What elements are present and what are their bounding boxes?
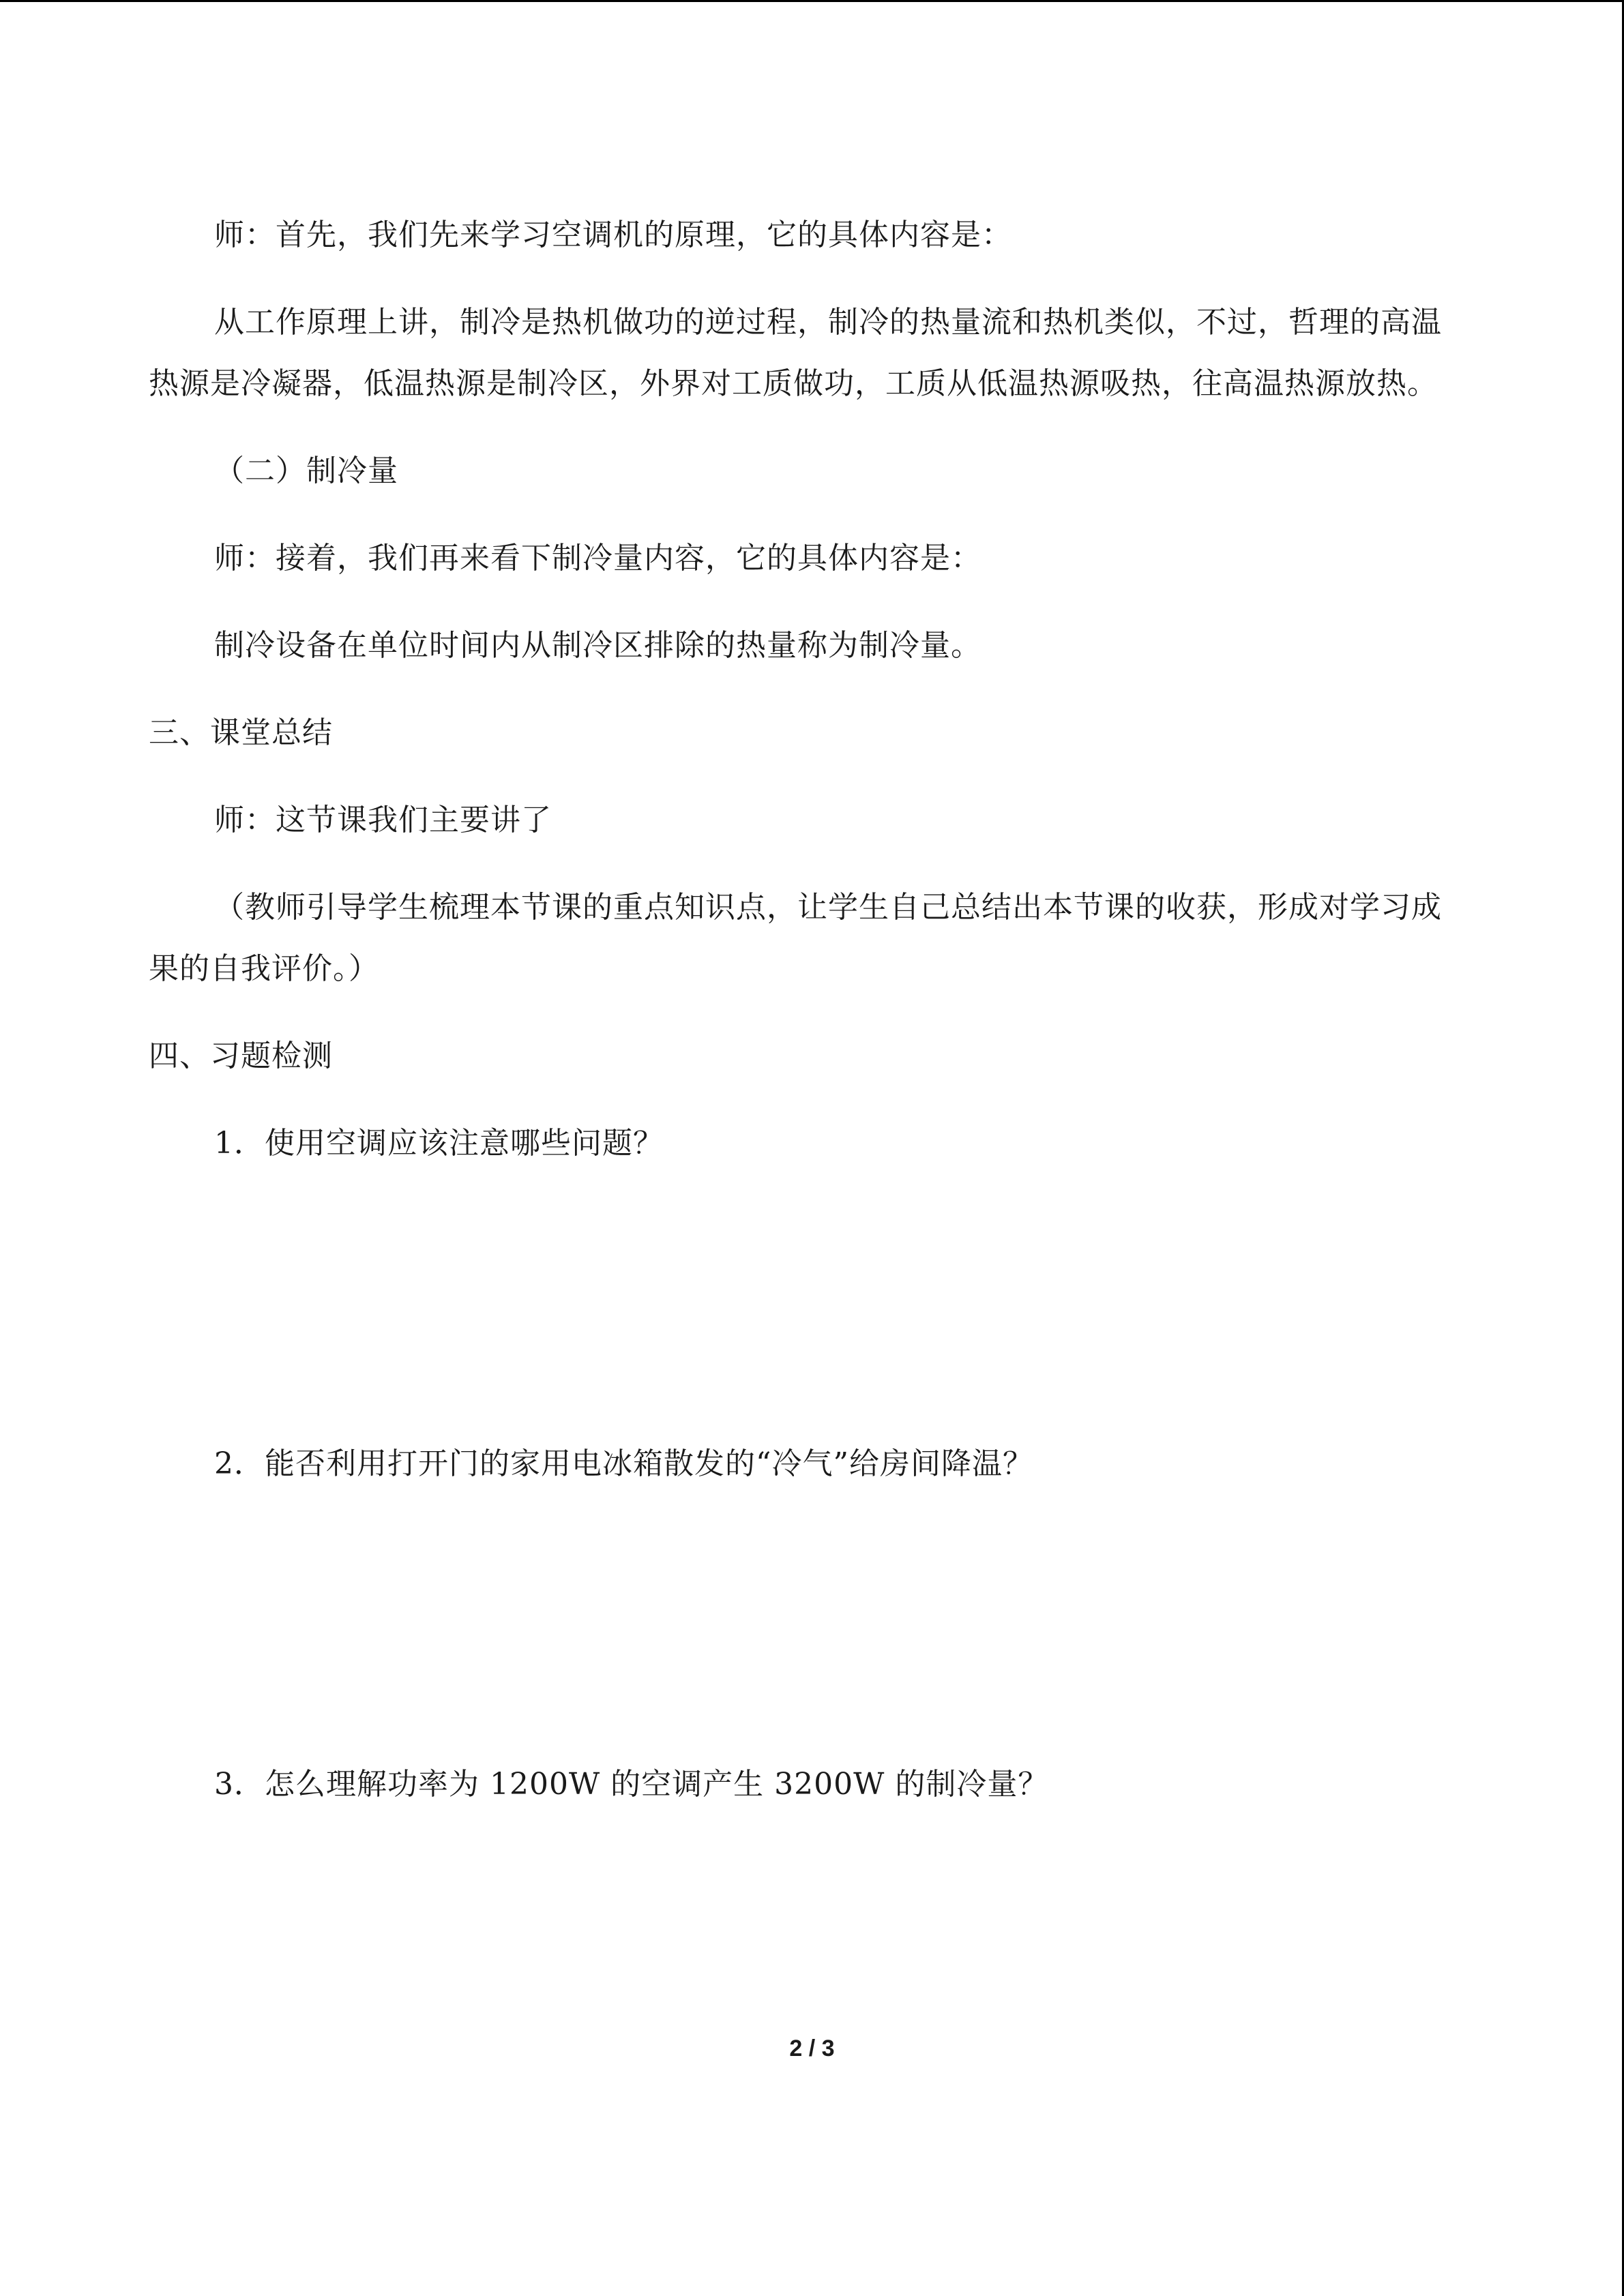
question-3: 3．怎么理解功率为 1200W 的空调产生 3200W 的制冷量？ [214, 1767, 1049, 1802]
document-body [149, 205, 1458, 1815]
page-number: 2 / 3 [789, 2036, 835, 2061]
question-1: 1．使用空调应该注意哪些问题？ [214, 1126, 664, 1161]
paragraph-summary-guide: （教师引导学生梳理本节课的重点知识点，让学生自己总结出本节课的收获，形成对学习成果的自我评价。） [149, 890, 1442, 986]
paragraph-capacity-definition: 制冷设备在单位时间内从制冷区排除的热量称为制冷量。 [214, 628, 981, 663]
paragraph-teacher-summary: 师：这节课我们主要讲了 [214, 803, 552, 837]
heading-exercises: 四、习题检测 [149, 1039, 333, 1073]
paragraph-teacher-capacity: 师：接着，我们再来看下制冷量内容，它的具体内容是： [214, 541, 981, 576]
paragraph-working-principle: 从工作原理上讲，制冷是热机做功的逆过程，制冷的热量流和热机类似，不过，哲理的高温热源是冷凝器，低温热源是制冷区，外界对工质做功，工质从低温热源吸热，往高温热源放热。 [149, 305, 1442, 401]
question-2: 2．能否利用打开门的家用电冰箱散发的“冷气”给房间降温？ [214, 1446, 1033, 1481]
heading-class-summary: 三、课堂总结 [149, 715, 333, 750]
subheading-cooling-capacity: （二）制冷量 [214, 453, 398, 488]
paragraph-teacher-principle: 师：首先，我们先来学习空调机的原理，它的具体内容是： [214, 218, 1012, 252]
